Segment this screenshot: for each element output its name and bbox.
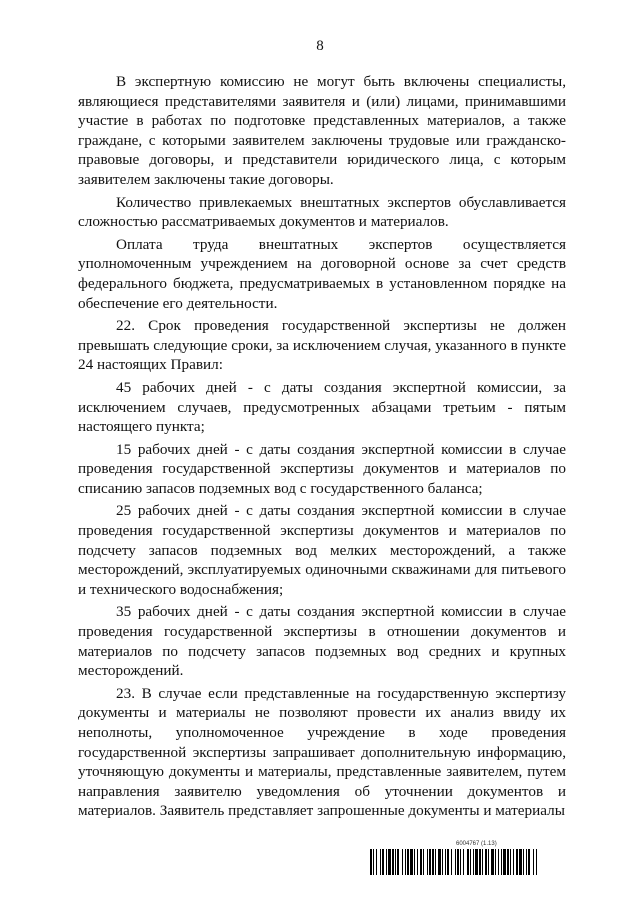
document-body (78, 72, 566, 824)
barcode-image (370, 849, 590, 875)
paragraph-expert-commission-exclusions: В экспертную комиссию не могут быть включены специалисты, являющиеся представителями заявителя и (или) лицами, принимавшими участие в работах по подготовке представленных материалов, а также граждане, с которыми заявителем заключены трудовые или гражданско-правовые договоры, и представители юридического лица, с которым заявителем заключены такие договоры. (78, 73, 566, 188)
paragraph-expert-payment: Оплата труда внештатных экспертов осуществляется уполномоченным учреждением на договорной основе за счет средств федерального бюджета, предусматриваемых в установленном порядке на обеспечение его деятельности. (78, 235, 566, 312)
page-number: 8 (316, 38, 324, 54)
paragraph-number-of-experts: Количество привлекаемых внештатных экспертов обуславливается сложностью рассматриваемых документов и материалов. (78, 193, 566, 231)
barcode-caption: 6004767 (1.13) (456, 841, 497, 847)
paragraph-section-22: 22. Срок проведения государственной экспертизы не должен превышать следующие сроки, за исключением случая, указанного в пункте 24 настоящих Правил: (78, 317, 566, 374)
paragraph-term-25-days: 25 рабочих дней - с даты создания экспертной комиссии в случае проведения государственной экспертизы документов и материалов по подсчету запасов подземных вод мелких месторождений, а также месторождений, эксплуатируемых одиночными скважинами для питьевого и технического водоснабжения; (78, 502, 566, 598)
document-barcode-block (370, 840, 590, 875)
paragraph-term-35-days: 35 рабочих дней - с даты создания экспертной комиссии в случае проведения государственной экспертизы в отношении документов и материалов по подсчету запасов подземных вод средних и крупных месторождений. (78, 603, 566, 680)
paragraph-section-23: 23. В случае если представленные на государственную экспертизу документы и материалы не позволяют провести их анализ ввиду их неполноты, уполномоченное учреждение в ходе проведения государственной экспертизы запрашивает дополнительную информацию, уточняющую документы и материалы, представленные заявителем, путем направления заявителю уведомления об уточнении документов и материалов. Заявитель представляет запрошенные документы и материалы (78, 684, 566, 820)
paragraph-term-45-days: 45 рабочих дней - с даты создания экспертной комиссии, за исключением случаев, предусмотренных абзацами третьим - пятым настоящего пункта; (78, 378, 566, 436)
paragraph-term-15-days: 15 рабочих дней - с даты создания экспертной комиссии в случае проведения государственной экспертизы документов и материалов по списанию запасов подземных вод с государственного баланса; (78, 440, 566, 497)
